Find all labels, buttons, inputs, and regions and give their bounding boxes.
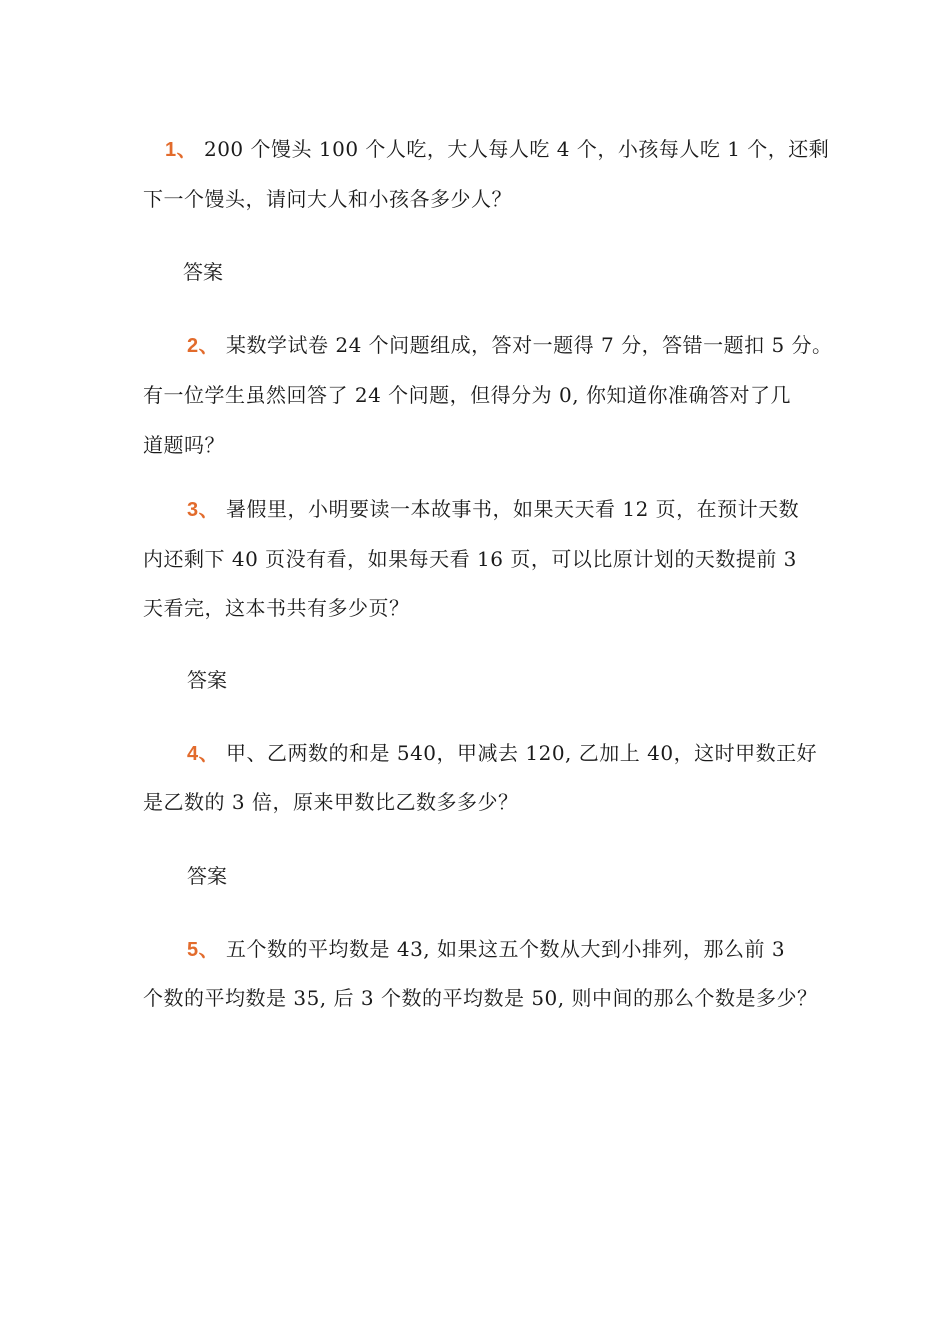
question-2-number: 2、 bbox=[187, 335, 220, 357]
question-2-text-3: 道题吗？ bbox=[143, 433, 225, 457]
question-3-answer-label: 答案 bbox=[187, 668, 227, 692]
question-3-line-3 bbox=[143, 596, 410, 620]
question-3-text-2: 内还剩下 40 页没有看，如果每天看 16 页，可以比原计划的天数提前 3 bbox=[143, 547, 797, 571]
question-5-line-2 bbox=[143, 986, 817, 1010]
question-1-answer-label: 答案 bbox=[183, 260, 223, 284]
question-4-text-1: 甲、乙两数的和是 540，甲减去 120, 乙加上 40，这时甲数正好 bbox=[225, 741, 818, 765]
question-2-line-2 bbox=[143, 383, 791, 407]
question-1-text-1: 200 个馒头 100 个人吃，大人每人吃 4 个，小孩每人吃 1 个，还剩 bbox=[203, 137, 830, 161]
question-5-number: 5、 bbox=[187, 939, 220, 961]
question-4-number: 4、 bbox=[187, 743, 220, 765]
question-3-line-2 bbox=[143, 547, 797, 571]
question-4-text-2: 是乙数的 3 倍，原来甲数比乙数多多少？ bbox=[143, 790, 519, 814]
question-1-line-1 bbox=[165, 137, 829, 162]
question-1-number: 1、 bbox=[165, 139, 198, 161]
question-4-line-2 bbox=[143, 790, 518, 814]
question-1-text-2: 下一个馒头，请问大人和小孩各多少人？ bbox=[143, 187, 512, 211]
question-3-text-1: 暑假里，小明要读一本故事书，如果天天看 12 页，在预计天数 bbox=[225, 497, 800, 521]
question-5-text-1: 五个数的平均数是 43, 如果这五个数从大到小排列，那么前 3 bbox=[225, 937, 786, 961]
question-3-text-3: 天看完，这本书共有多少页？ bbox=[143, 596, 410, 620]
question-2-line-1 bbox=[187, 333, 833, 358]
question-4-answer-label: 答案 bbox=[187, 864, 227, 888]
question-2-line-3 bbox=[143, 433, 225, 457]
question-5-line-1 bbox=[187, 937, 785, 962]
question-1-line-2 bbox=[143, 187, 512, 211]
question-2-text-1: 某数学试卷 24 个问题组成，答对一题得 7 分，答错一题扣 5 分。 bbox=[225, 333, 833, 357]
question-3-line-1 bbox=[187, 497, 799, 522]
question-5-text-2: 个数的平均数是 35, 后 3 个数的平均数是 50, 则中间的那么个数是多少？ bbox=[143, 986, 818, 1010]
question-4-line-1 bbox=[187, 741, 817, 766]
question-2-text-2: 有一位学生虽然回答了 24 个问题，但得分为 0, 你知道你准确答对了几 bbox=[143, 383, 791, 407]
question-3-number: 3、 bbox=[187, 499, 220, 521]
